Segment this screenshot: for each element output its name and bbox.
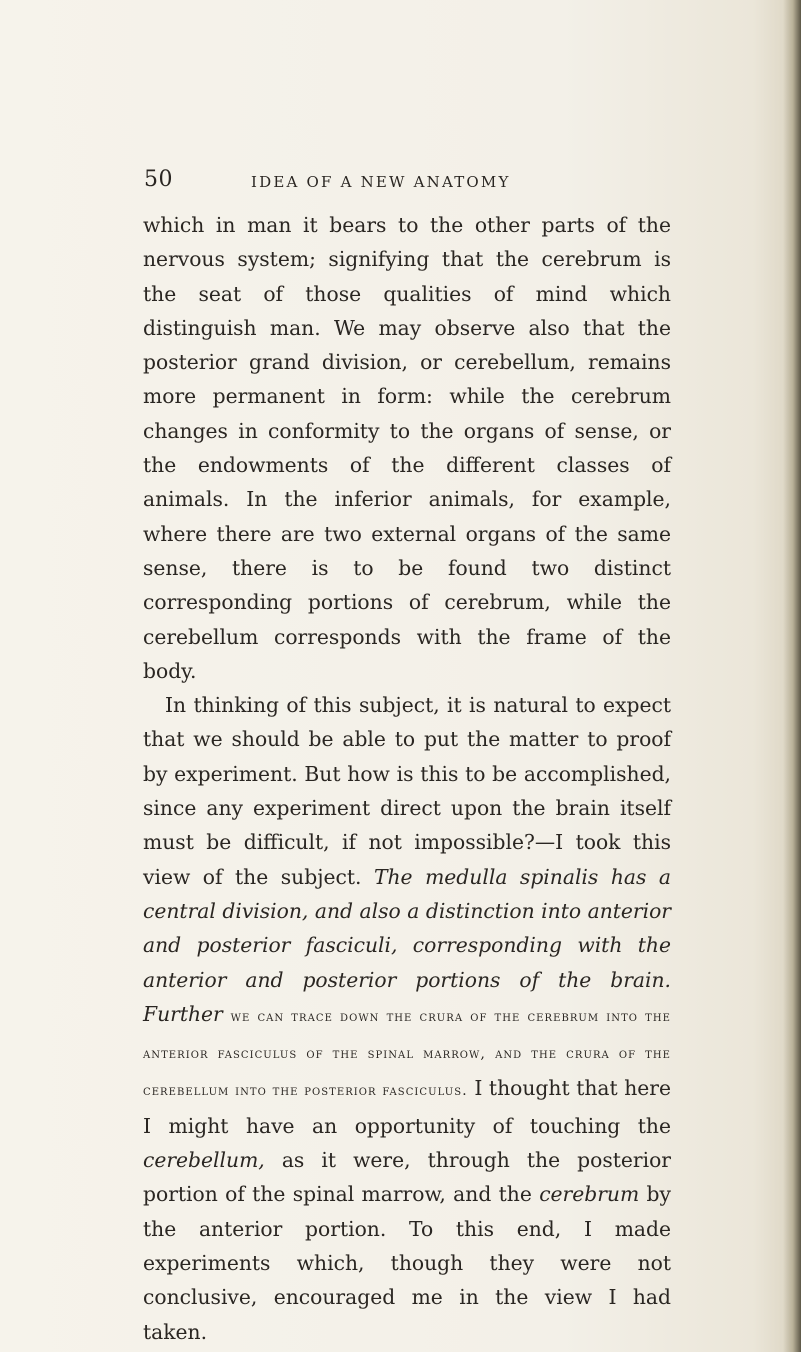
page-number: 50 — [144, 167, 173, 192]
paragraph-middle: I thought that here I might have an opportunity of touching the — [143, 1076, 671, 1138]
italic-cerebellum: cerebellum, — [143, 1148, 265, 1173]
paragraph-experiment — [143, 688, 671, 1349]
body-text — [143, 208, 671, 1349]
page-edge-shadow — [783, 0, 801, 1352]
paragraph-continued: which in man it bears to the other parts of the nervous system; signifying that the cerebrum is the seat of those qualities of mind which distinguish man. We may observe also that the posterior grand division, or cerebellum, remains more permanent in form: while the cerebrum changes in conformity to the organs of sense, or the endowments of the different classes of animals. In the inferior animals, for example, where there are two external organs of the same sense, there is to be found two distinct corresponding portions of cerebrum, while the cerebellum corresponds with the frame of the body. — [143, 213, 671, 683]
running-head: IDEA OF A NEW ANATOMY — [251, 173, 511, 191]
italic-cerebrum: cerebrum — [539, 1182, 640, 1207]
italic-passage: The medulla spinalis has a central division, and also a distinction into anterior and posterior fasciculi, corresponding with the anterior and posterior portions of the brain. Further — [143, 864, 671, 1026]
page-header — [144, 166, 704, 200]
paragraph-middle-2: as it were, through the posterior portion of the spinal marrow, and the — [143, 1148, 672, 1207]
paragraph-end: by the anterior portion. To this end, I made experiments which, though they were not conclusive, encouraged me in the view I had taken. — [143, 1182, 671, 1344]
paragraph-intro: In thinking of this subject, it is natural to expect that we should be able to put the matter to proof by experiment. But how is this to be accomplished, since any experiment direct upon the brain itself must be difficult, if not impossible?—I took this view of the subject. — [143, 693, 671, 889]
small-caps-passage: we can trace down the crura of the cerebrum into the anterior fasciculus of the spinal marrow, and the crura of the cerebellum into the posterior fasciculus. — [143, 1008, 671, 1100]
